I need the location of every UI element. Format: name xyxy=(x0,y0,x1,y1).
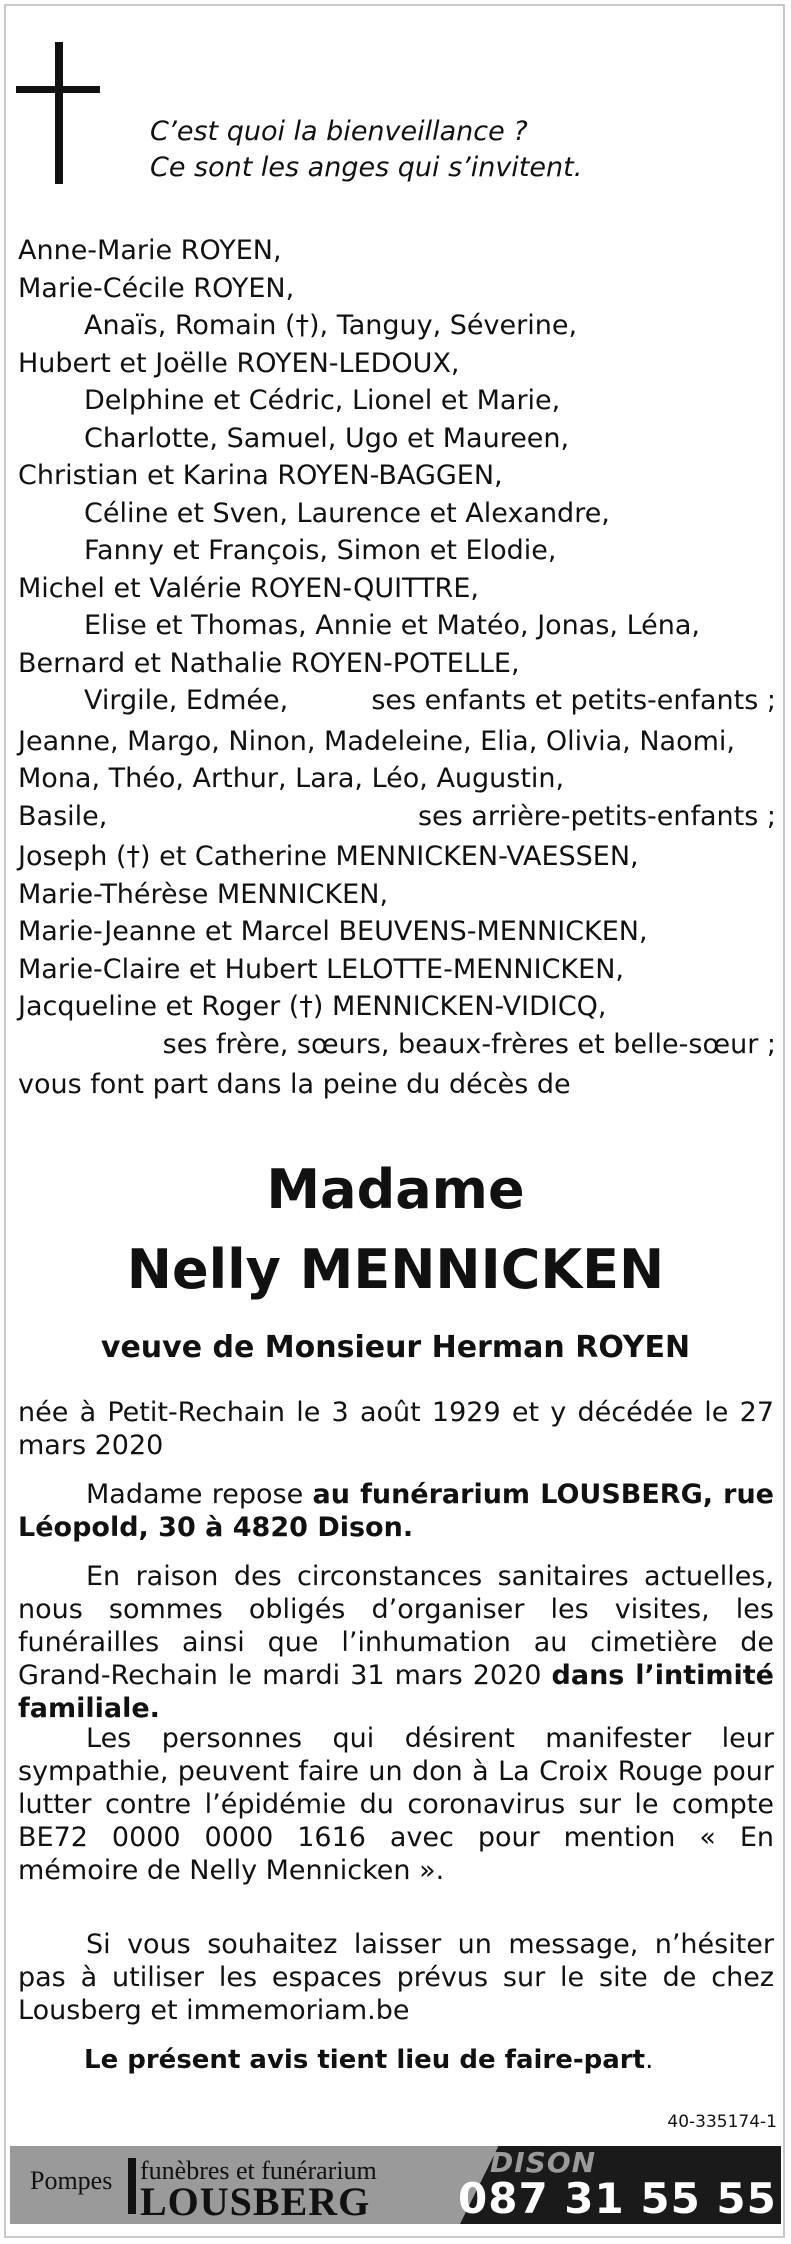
repose-text: Madame repose xyxy=(86,1479,313,1510)
family-list xyxy=(18,232,778,1104)
closing-bold: Le présent avis tient lieu de faire-part xyxy=(84,2045,646,2075)
circumstances-paragraph xyxy=(18,1560,774,1725)
circumstances-text: En raison des circonstances sanitaires actuelles, nous sommes obligés d’organiser les visites, les funérailles ainsi que l’inhumation au cimetière de Grand-Rechain le mardi 31 mars 2020 xyxy=(18,1561,774,1691)
banner-lousberg-logo: LOUSBERG xyxy=(140,2179,371,2224)
funeral-home-banner xyxy=(10,2146,781,2224)
cross-icon xyxy=(55,42,63,184)
banner-phone: 087 31 55 55 xyxy=(458,2174,777,2223)
family-line: Elise et Thomas, Annie et Matéo, Jonas, Léna, xyxy=(84,610,700,641)
donation-paragraph: Les personnes qui désirent manifester leur sympathie, peuvent faire un don à La Croix Rouge pour lutter contre l’épidémie du coronavirus sur le compte BE72 0000 0000 1616 avec pour mention « En mémoire de Nelly Mennicken ». xyxy=(18,1723,774,1886)
family-line: Charlotte, Samuel, Ugo et Maureen, xyxy=(84,422,570,454)
relation-label: ses arrière-petits-enfants ; xyxy=(417,800,776,832)
logo-bar xyxy=(128,2158,136,2214)
relation-label: ses enfants et petits-enfants ; xyxy=(371,685,776,716)
repose-paragraph xyxy=(18,1478,774,1544)
family-line: Fanny et François, Simon et Elodie, xyxy=(84,535,557,566)
family-line: Joseph (†) et Catherine MENNICKEN-VAESSEN, xyxy=(18,841,639,872)
announcement-line: vous font part dans la peine du décès de xyxy=(18,1069,571,1100)
family-line xyxy=(18,1026,778,1064)
closing-period: . xyxy=(645,2045,654,2075)
reference-number: 40-335174-1 xyxy=(667,2112,777,2132)
banner-funebres: funèbres et funérarium xyxy=(140,2156,377,2185)
family-line: Delphine et Cédric, Lionel et Marie, xyxy=(84,385,561,416)
family-line: Anne-Marie ROYEN, xyxy=(18,235,282,266)
intimacy-text: dans l’intimité familiale. xyxy=(18,1660,774,1724)
quote xyxy=(150,114,582,186)
family-line: Jacqueline et Roger (†) MENNICKEN-VIDICQ, xyxy=(18,991,607,1022)
family-line: Christian et Karina ROYEN-BAGGEN, xyxy=(18,460,503,491)
family-line: Anaïs, Romain (†), Tanguy, Séverine, xyxy=(84,310,578,341)
widow-line: veuve de Monsieur Herman ROYEN xyxy=(100,1330,691,1365)
quote-line-2: Ce sont les anges qui s’invitent. xyxy=(150,152,583,183)
cross-icon-bar xyxy=(16,86,100,93)
family-line xyxy=(18,682,778,720)
banner-pompes: Pompes xyxy=(30,2166,113,2195)
family-line: Marie-Claire et Hubert LELOTTE-MENNICKEN, xyxy=(18,953,624,985)
funerarium-address: au funérarium LOUSBERG, rue Léopold, 30 à 4820 Dison. xyxy=(18,1479,774,1543)
family-line: Marie-Thérèse MENNICKEN, xyxy=(18,878,389,910)
birth-death-paragraph: née à Petit-Rechain le 3 août 1929 et y décédée le 27 mars 2020 xyxy=(18,1397,774,1461)
family-line: Bernard et Nathalie ROYEN-POTELLE, xyxy=(18,647,520,679)
family-line: Marie-Jeanne et Marcel BEUVENS-MENNICKEN, xyxy=(18,916,648,947)
family-line: Hubert et Joëlle ROYEN-LEDOUX, xyxy=(18,347,460,379)
family-line: Céline et Sven, Laurence et Alexandre, xyxy=(84,497,610,529)
family-line-text: Basile, xyxy=(18,800,108,832)
family-line: Jeanne, Margo, Ninon, Madeleine, Elia, Olivia, Naomi, xyxy=(18,725,735,757)
closing-line xyxy=(84,2044,653,2076)
relation-label: ses frère, sœurs, beaux-frères et belle-sœur ; xyxy=(162,1028,776,1060)
family-line xyxy=(18,798,778,836)
family-line-text: Virgile, Edmée, xyxy=(84,685,289,716)
banner-dison: DISON xyxy=(490,2146,597,2179)
family-line: Michel et Valérie ROYEN-QUITTRE, xyxy=(18,572,479,604)
family-line: Mona, Théo, Arthur, Lara, Léo, Augustin, xyxy=(18,763,565,794)
deceased-name: Nelly MENNICKEN xyxy=(126,1238,665,1301)
message-paragraph: Si vous souhaitez laisser un message, n’hésiter pas à utiliser les espaces prévus sur le site de chez Lousberg et immemoriam.be xyxy=(18,1929,774,2026)
quote-line-1: C’est quoi la bienveillance ? xyxy=(150,116,528,147)
family-line: Marie-Cécile ROYEN, xyxy=(18,272,295,304)
deceased-title: Madame xyxy=(266,1158,525,1221)
